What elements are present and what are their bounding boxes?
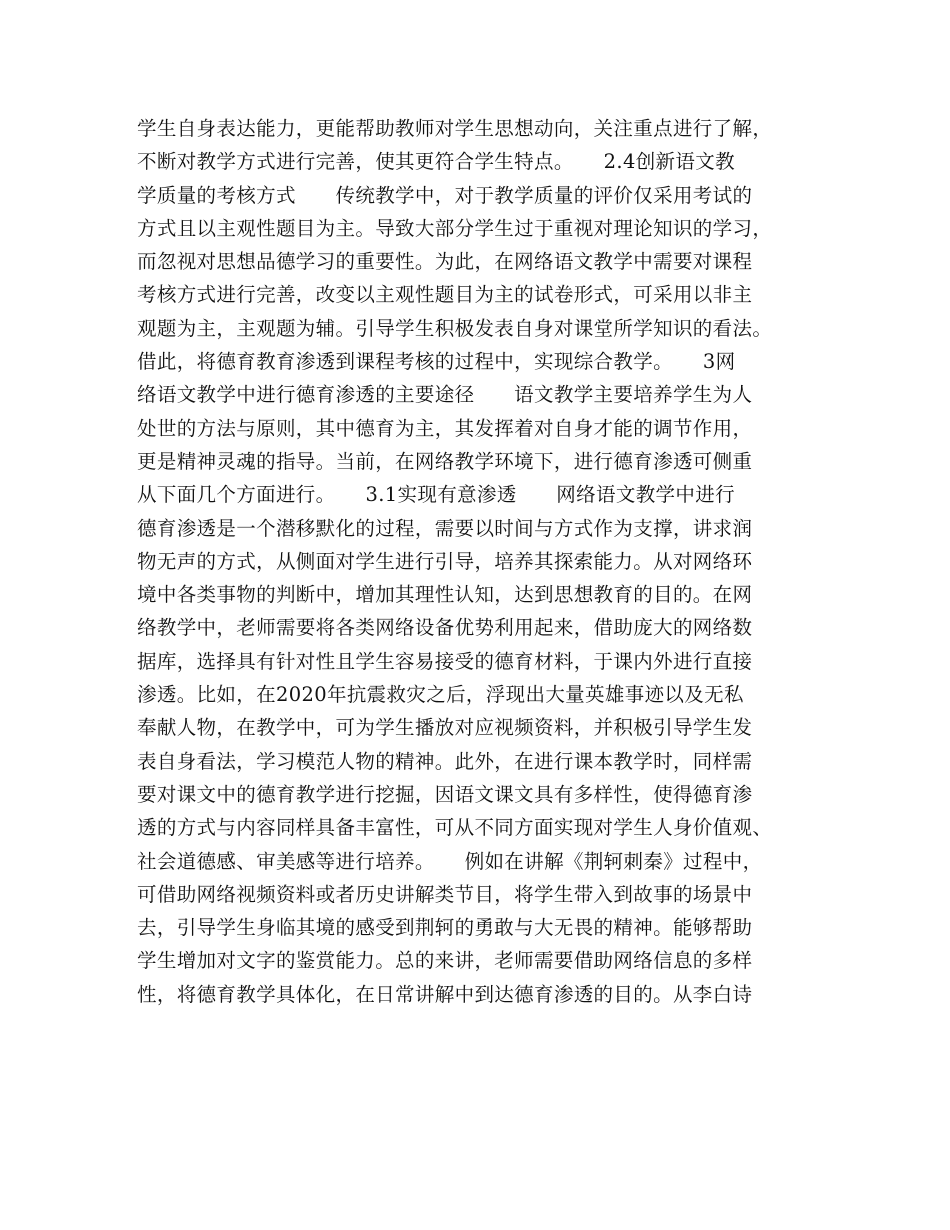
text-line: 更是精神灵魂的指导。当前，在网络教学环境下，进行德育渗透可侧重 bbox=[137, 449, 753, 473]
text-line: 可借助网络视频资料或者历史讲解类节目，将学生带入到故事的场景中 bbox=[137, 882, 753, 906]
text-line: 学生自身表达能力，更能帮助教师对学生思想动向，关注重点进行了解， bbox=[137, 117, 773, 140]
text-line: 借此，将德育教育渗透到课程考核的过程中，实现综合教学。 3网 bbox=[137, 350, 736, 374]
text-line: 渗透。比如，在2020年抗震救灾之后，浮现出大量英雄事迹以及无私 bbox=[137, 683, 744, 707]
text-line: 而忽视对思想品德学习的重要性。为此，在网络语文教学中需要对课程 bbox=[137, 250, 753, 274]
text-line: 从下面几个方面进行。 3.1实现有意渗透 网络语文教学中进行 bbox=[137, 483, 735, 507]
text-line: 不断对教学方式进行完善，使其更符合学生特点。 2.4创新语文教 bbox=[137, 150, 735, 174]
text-line: 络教学中，老师需要将各类网络设备优势利用起来，借助庞大的网络数 bbox=[137, 616, 753, 640]
text-line: 据库，选择具有针对性且学生容易接受的德育材料，于课内外进行直接 bbox=[137, 649, 753, 673]
text-line: 社会道德感、审美感等进行培养。 例如在讲解《荆轲刺秦》过程中， bbox=[137, 849, 763, 873]
text-line: 表自身看法，学习模范人物的精神。此外，在进行课本教学时，同样需 bbox=[137, 749, 753, 773]
body-text bbox=[137, 112, 827, 1011]
text-line: 学生增加对文字的鉴赏能力。总的来讲，老师需要借助网络信息的多样 bbox=[137, 949, 753, 973]
text-line: 方式且以主观性题目为主。导致大部分学生过于重视对理论知识的学习， bbox=[137, 216, 773, 240]
text-line: 学质量的考核方式 传统教学中，对于教学质量的评价仅采用考试的 bbox=[137, 183, 753, 207]
text-line: 去，引导学生身临其境的感受到荆轲的勇敢与大无畏的精神。能够帮助 bbox=[137, 916, 753, 940]
text-line: 奉献人物，在教学中，可为学生播放对应视频资料，并积极引导学生发 bbox=[137, 716, 753, 740]
text-line: 境中各类事物的判断中，增加其理性认知，达到思想教育的目的。在网 bbox=[137, 583, 753, 607]
text-line: 要对课文中的德育教学进行挖掘，因语文课文具有多样性，使得德育渗 bbox=[137, 782, 753, 806]
text-line: 物无声的方式，从侧面对学生进行引导，培养其探索能力。从对网络环 bbox=[137, 549, 753, 573]
text-line: 处世的方法与原则，其中德育为主，其发挥着对自身才能的调节作用， bbox=[137, 416, 753, 440]
text-line: 考核方式进行完善，改变以主观性题目为主的试卷形式，可采用以非主 bbox=[137, 283, 753, 307]
text-line: 德育渗透是一个潜移默化的过程，需要以时间与方式作为支撑，讲求润 bbox=[137, 516, 753, 540]
text-line: 性，将德育教学具体化，在日常讲解中到达德育渗透的目的。从李白诗 bbox=[137, 982, 753, 1006]
text-line: 观题为主，主观题为辅。引导学生积极发表自身对课堂所学知识的看法。 bbox=[137, 316, 773, 340]
text-line: 透的方式与内容同样具备丰富性，可从不同方面实现对学生人身价值观、 bbox=[137, 816, 773, 840]
text-line: 络语文教学中进行德育渗透的主要途径 语文教学主要培养学生为人 bbox=[137, 383, 753, 407]
